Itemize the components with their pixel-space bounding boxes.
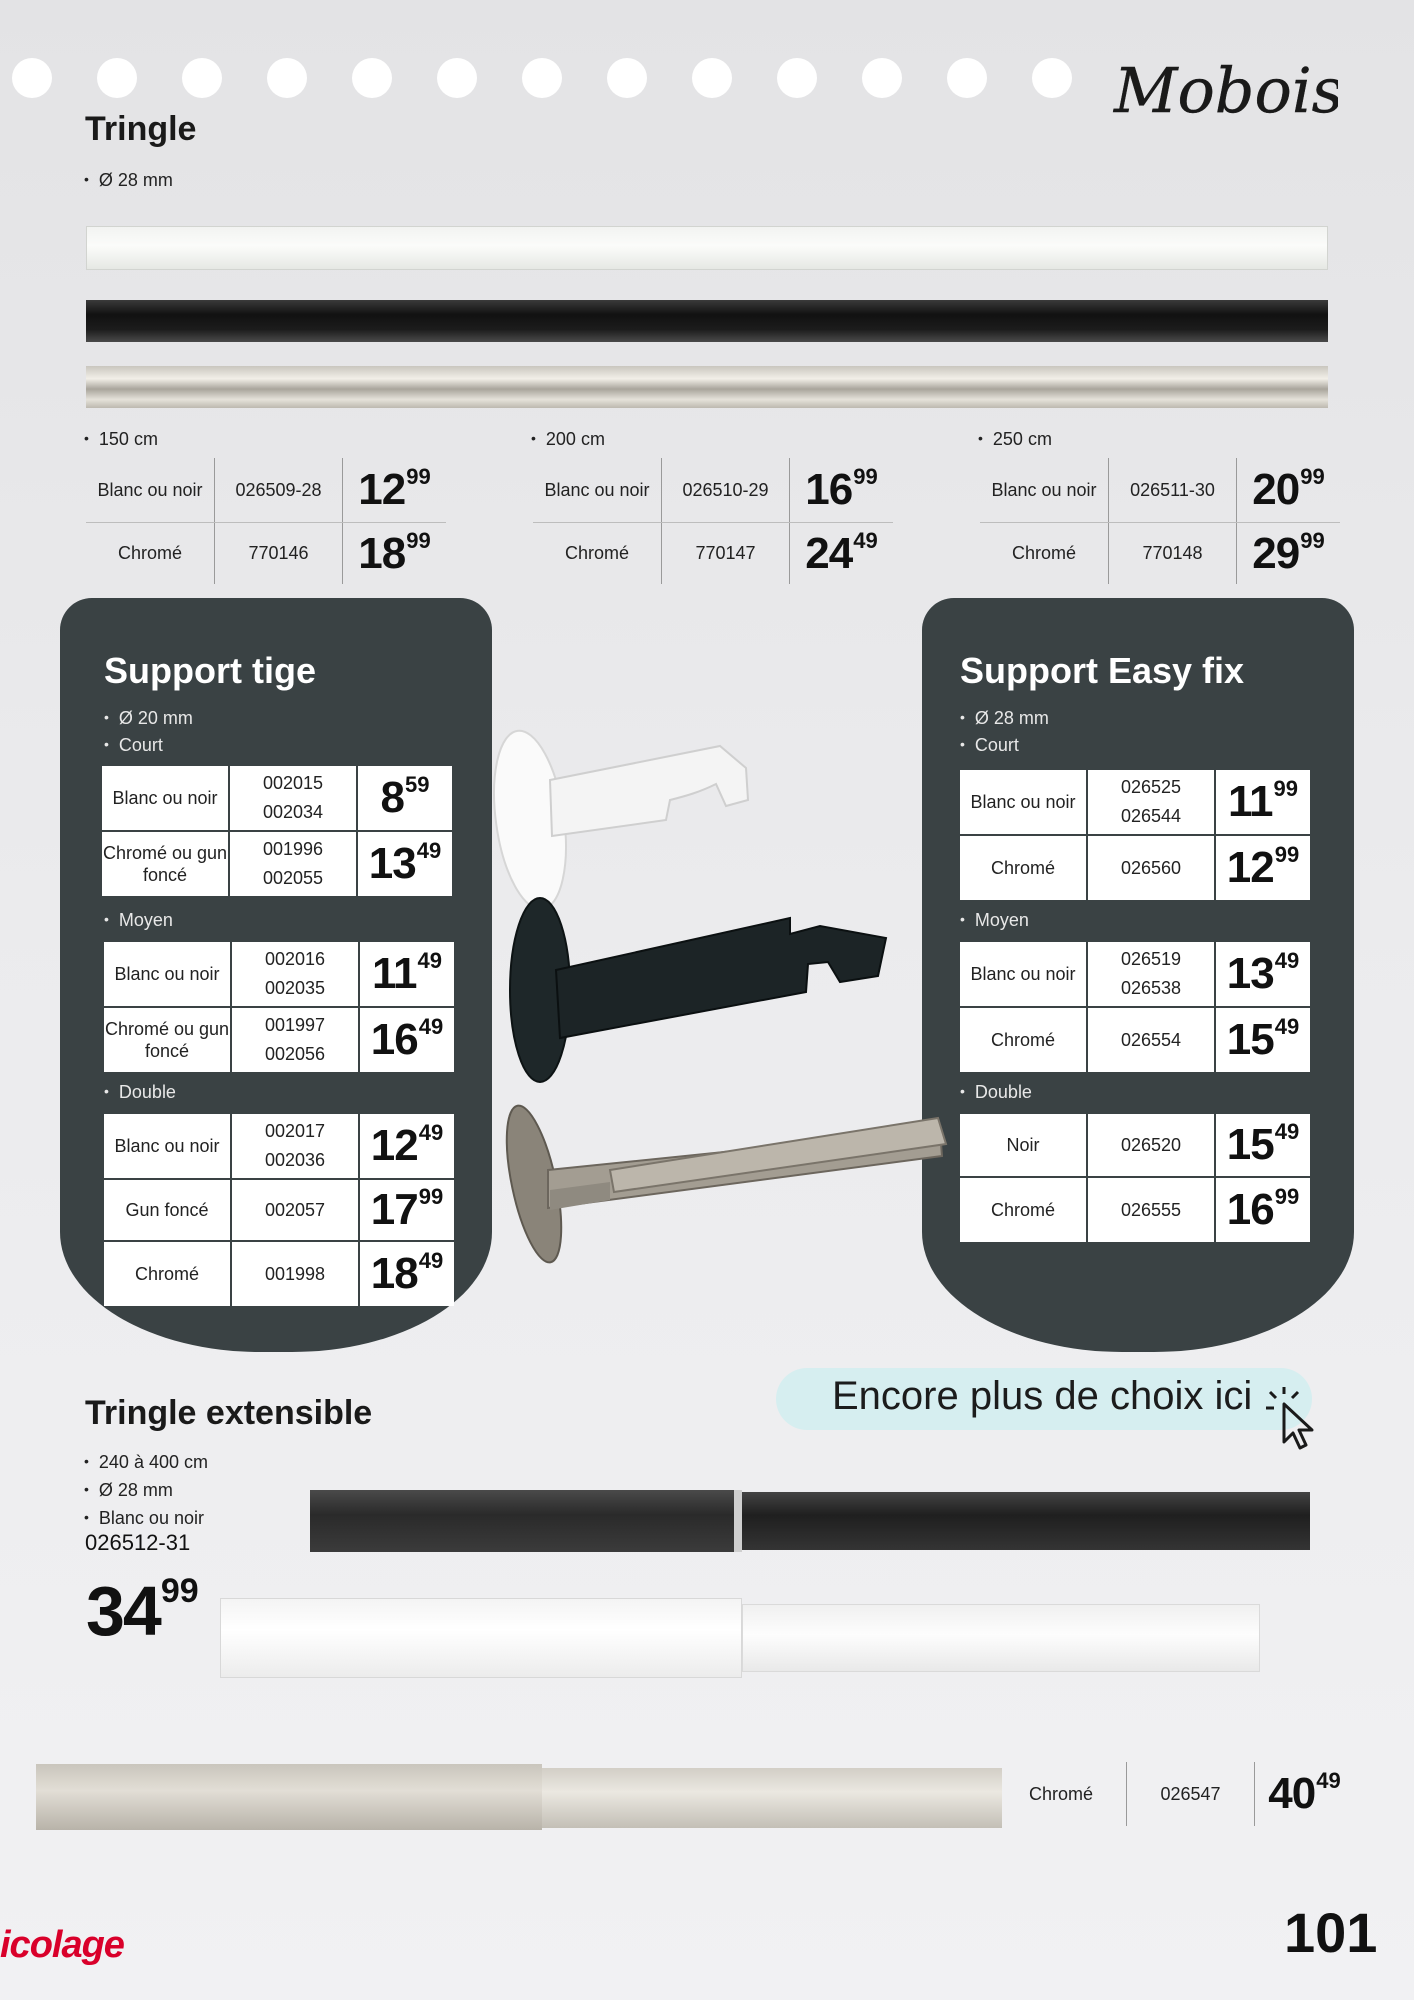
price-cell	[1236, 523, 1340, 584]
store-logo: icolage	[0, 1924, 124, 1966]
support-easy-fix-moyen-label	[960, 906, 1029, 933]
ext-rod-chrome-outer-image	[36, 1764, 542, 1830]
finish-cell: Chromé	[117, 543, 183, 563]
support-tige-bullets	[104, 704, 193, 758]
binder-hole	[777, 58, 817, 98]
support-easy-fix-court-table	[960, 770, 1310, 900]
code-cell: 001996 002055	[230, 832, 358, 896]
price-cell	[360, 1114, 454, 1178]
finish-cell: Noir	[960, 1114, 1088, 1176]
code-cell: 002017 002036	[232, 1114, 360, 1178]
bullet: • Ø 20 mm	[104, 704, 193, 731]
price: $18^{49}$	[370, 1248, 444, 1298]
binder-hole	[12, 58, 52, 98]
white-bracket-image	[490, 726, 748, 914]
tringle-bullet: • Ø 28 mm	[84, 166, 173, 194]
table-row	[102, 766, 452, 832]
price: $15^{49}$	[1226, 1119, 1300, 1169]
cursor-click-icon[interactable]	[1262, 1386, 1332, 1456]
tringle-extensible-title: Tringle extensible	[85, 1394, 373, 1432]
code-cell: 770147	[661, 523, 789, 584]
bullet: • Ø 28 mm	[960, 704, 1049, 731]
support-easy-fix-bullets	[960, 704, 1049, 758]
price: $11^{99}$	[1228, 776, 1298, 826]
price-table-250	[980, 458, 1340, 584]
binder-hole	[352, 58, 392, 98]
table-row	[533, 522, 893, 584]
tringle-extensible-chrome-row	[996, 1762, 1354, 1826]
price-cell	[1236, 458, 1340, 522]
price: $11^{49}$	[372, 948, 442, 998]
price-cell	[1254, 1762, 1354, 1826]
price: $16^{49}$	[370, 1014, 444, 1064]
binder-hole	[182, 58, 222, 98]
bullet: • Blanc ou noir	[84, 1504, 208, 1532]
code-cell: 002057	[232, 1180, 360, 1240]
bullet: • Double	[104, 1078, 176, 1105]
binder-hole	[862, 58, 902, 98]
price: $13^{49}$	[1226, 948, 1300, 998]
price: $24^{49}$	[805, 527, 878, 578]
binder-hole	[1032, 58, 1072, 98]
tringle-extensible-code: 026512-31	[85, 1530, 191, 1555]
rod-white-image	[86, 226, 1328, 270]
support-easy-fix-moyen-table	[960, 942, 1310, 1072]
bullet: • Moyen	[104, 906, 173, 933]
table-row	[102, 832, 452, 896]
price: $40^{49}$	[1268, 1768, 1341, 1818]
price-cell	[342, 523, 446, 584]
price-cell	[358, 766, 452, 830]
code-cell: 770146	[214, 523, 342, 584]
code-cell: 026519 026538	[1088, 942, 1216, 1006]
ext-rod-white-outer-image	[220, 1598, 742, 1678]
support-easy-fix-double-label	[960, 1078, 1032, 1105]
tringle-title: Tringle	[85, 110, 197, 148]
code-cell: 026525 026544	[1088, 770, 1216, 834]
code-cell: 770148	[1108, 523, 1236, 584]
price: $18^{99}$	[358, 527, 431, 578]
ext-rod-black-inner-image	[310, 1490, 734, 1552]
bullet: • 240 à 400 cm	[84, 1448, 208, 1476]
table-row	[104, 942, 454, 1008]
price-cell	[342, 458, 446, 522]
finish-cell: Blanc ou noir	[104, 1114, 232, 1178]
table-row	[960, 770, 1310, 836]
support-tige-double-table	[104, 1114, 454, 1306]
size-length: • 200 cm	[531, 425, 605, 453]
bullet: • Court	[104, 731, 193, 758]
bullet: • Moyen	[960, 906, 1029, 933]
price: $12^{99}$	[1226, 842, 1300, 892]
rod-chrome-image	[86, 366, 1328, 408]
binder-holes	[12, 58, 1072, 98]
finish-cell: Chromé	[960, 1008, 1088, 1072]
code-cell: 002016 002035	[232, 942, 360, 1006]
binder-hole	[947, 58, 987, 98]
finish-cell: Chromé	[960, 1178, 1088, 1242]
code-cell: 001998	[232, 1242, 360, 1306]
price-table-150	[86, 458, 446, 584]
support-easy-fix-double-table	[960, 1114, 1310, 1242]
tringle-extensible-bullets	[84, 1448, 208, 1532]
code-cell: 002015 002034	[230, 766, 358, 830]
table-row	[533, 458, 893, 522]
code-cell: 026554	[1088, 1008, 1216, 1072]
price-cell	[358, 832, 452, 896]
price: $29^{99}$	[1252, 527, 1325, 578]
support-tige-title: Support tige	[104, 650, 316, 691]
table-row	[980, 522, 1340, 584]
svg-text:Mobois: Mobois	[1114, 54, 1338, 127]
size-label-250	[978, 425, 1052, 453]
code-cell: 001997 002056	[232, 1008, 360, 1072]
price: $16^{99}$	[1226, 1184, 1300, 1234]
finish-cell: Chromé	[564, 543, 630, 563]
price-cell	[360, 942, 454, 1006]
price-cell	[1216, 1178, 1310, 1242]
code-cell: 026547	[1126, 1762, 1254, 1826]
finish-cell: Chromé ou gun foncé	[104, 1008, 232, 1072]
binder-hole	[97, 58, 137, 98]
binder-hole	[437, 58, 477, 98]
ext-rod-black-outer-image	[742, 1492, 1310, 1550]
price: $20^{99}$	[1252, 464, 1325, 514]
bullet: • Double	[960, 1078, 1032, 1105]
price-cell	[1216, 770, 1310, 834]
bullet: • Ø 28 mm	[84, 1476, 208, 1504]
price-cell	[360, 1242, 454, 1306]
price: $17^{99}$	[370, 1184, 444, 1234]
price-cell	[1216, 1008, 1310, 1072]
finish-cell: Blanc ou noir	[960, 770, 1088, 834]
code-cell: 026520	[1088, 1114, 1216, 1176]
binder-hole	[607, 58, 647, 98]
price-table-200	[533, 458, 893, 584]
page-number: 101	[1284, 1901, 1378, 1964]
price-cell	[789, 523, 893, 584]
ext-rod-chrome-inner-image	[542, 1768, 1002, 1828]
table-row	[960, 1008, 1310, 1072]
support-easy-fix-title: Support Easy fix	[960, 650, 1245, 691]
table-row	[86, 458, 446, 522]
ext-rod-black-joint	[734, 1490, 742, 1552]
code-cell: 026510-29	[661, 458, 789, 522]
price-cell	[1216, 1114, 1310, 1176]
price: $15^{49}$	[1226, 1014, 1300, 1064]
code-cell: 026509-28	[214, 458, 342, 522]
table-row	[104, 1008, 454, 1072]
price: $13^{49}$	[368, 838, 442, 888]
price: $12^{99}$	[358, 464, 431, 514]
table-row	[960, 836, 1310, 900]
price: $8^{59}$	[380, 772, 430, 822]
table-row	[104, 1180, 454, 1242]
support-tige-moyen-table	[104, 942, 454, 1072]
price: $12^{49}$	[370, 1120, 444, 1170]
finish-cell: Chromé	[104, 1242, 232, 1306]
code-cell: 026511-30	[1108, 458, 1236, 522]
binder-hole	[267, 58, 307, 98]
finish-cell: Gun foncé	[104, 1180, 232, 1240]
price: $16^{99}$	[805, 464, 878, 514]
bullet: • Court	[960, 731, 1049, 758]
price-cell	[1216, 942, 1310, 1006]
black-bracket-image	[510, 898, 886, 1082]
brand-logo	[1108, 38, 1338, 138]
code-cell: 026555	[1088, 1178, 1216, 1242]
price-cell	[789, 458, 893, 522]
binder-hole	[522, 58, 562, 98]
code-cell: 026560	[1088, 836, 1216, 900]
finish-cell: Chromé ou gun foncé	[102, 832, 230, 896]
finish-cell: Blanc ou noir	[544, 479, 650, 500]
bracket-images	[490, 700, 950, 1310]
table-row	[960, 1114, 1310, 1178]
support-tige-double-label	[104, 1078, 176, 1105]
binder-hole	[692, 58, 732, 98]
finish-cell: Blanc ou noir	[960, 942, 1088, 1006]
table-row	[86, 522, 446, 584]
finish-cell: Blanc ou noir	[991, 479, 1097, 500]
table-row	[960, 942, 1310, 1008]
finish-cell: Chromé	[960, 836, 1088, 900]
ext-rod-white-inner-image	[742, 1604, 1260, 1672]
table-row	[996, 1762, 1354, 1826]
chrome-double-bracket-image	[496, 1101, 946, 1267]
rod-black-image	[86, 300, 1328, 342]
brand-logo-signature	[1108, 38, 1338, 138]
support-tige-court-table	[102, 766, 452, 896]
tringle-bullets	[84, 166, 173, 194]
size-length: • 150 cm	[84, 425, 158, 453]
table-row	[960, 1178, 1310, 1242]
finish-cell: Chromé	[1011, 543, 1077, 563]
finish-cell: Blanc ou noir	[104, 942, 232, 1006]
support-tige-moyen-label	[104, 906, 173, 933]
size-length: • 250 cm	[978, 425, 1052, 453]
table-row	[104, 1242, 454, 1306]
more-choice-text[interactable]: Encore plus de choix ici	[832, 1374, 1253, 1418]
table-row	[104, 1114, 454, 1180]
price-cell	[1216, 836, 1310, 900]
price-cell	[360, 1180, 454, 1240]
price-cell	[360, 1008, 454, 1072]
finish-cell: Blanc ou noir	[102, 766, 230, 830]
table-row	[980, 458, 1340, 522]
size-label-150	[84, 425, 158, 453]
tringle-extensible-price: $34^{99}$	[86, 1572, 199, 1650]
size-label-200	[531, 425, 605, 453]
finish-cell: Blanc ou noir	[97, 479, 203, 500]
finish-cell: Chromé	[1028, 1783, 1094, 1804]
